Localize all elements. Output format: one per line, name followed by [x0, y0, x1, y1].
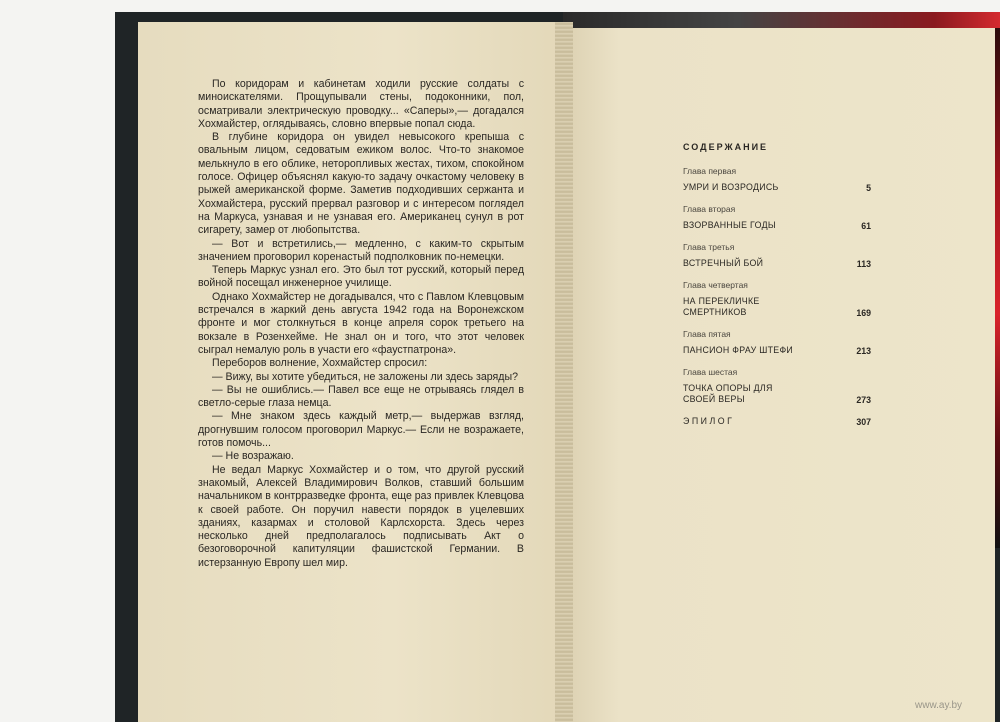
toc-heading: СОДЕРЖАНИЕ — [683, 142, 769, 152]
toc-chapter-title: ПАНСИОН ФРАУ ШТЕФИ — [683, 345, 794, 355]
toc-page-number: 61 — [861, 221, 871, 231]
paragraph: Теперь Маркус узнал его. Это был тот русский, который перед войной посещал инженерное училище. — [198, 264, 524, 290]
book-spine-gutter — [555, 22, 573, 722]
toc-page-number: 273 — [856, 395, 871, 405]
table-of-contents — [683, 142, 871, 438]
toc-entry — [683, 166, 871, 193]
paragraph: Переборов волнение, Хохмайстер спросил: — [212, 357, 428, 370]
toc-chapter-label: Глава первая — [683, 166, 737, 176]
toc-entry — [683, 280, 871, 318]
toc-epilogue-title: ЭПИЛОГ — [683, 416, 735, 426]
left-page-text — [198, 78, 524, 570]
paragraph: — Вижу, вы хотите убедиться, не заложены ли здесь заряды? — [212, 370, 518, 383]
toc-page-number: 113 — [856, 259, 871, 269]
cover-top-edge — [563, 12, 1000, 28]
toc-chapter-title: НА ПЕРЕКЛИЧКЕ СМЕРТНИКОВ — [683, 296, 760, 317]
paragraph: — Не возражаю. — [212, 450, 294, 463]
paragraph: — Вы не ошиблись.— Павел все еще не отрываясь глядел в светло-серые глаза немца. — [198, 383, 524, 410]
toc-page-number: 307 — [856, 417, 871, 427]
toc-chapter-label: Глава шестая — [683, 367, 738, 377]
toc-chapter-title: ВЗОРВАННЫЕ ГОДЫ — [683, 220, 776, 230]
toc-page-number: 169 — [856, 308, 871, 318]
toc-page-number: 213 — [856, 346, 871, 356]
toc-entry — [683, 242, 871, 269]
toc-chapter-title: УМРИ И ВОЗРОДИСЬ — [683, 182, 779, 192]
toc-entry — [683, 329, 871, 356]
site-watermark: www.ay.by — [915, 700, 963, 711]
toc-epilogue-entry — [683, 416, 871, 427]
paragraph: Однако Хохмайстер не догадывался, что с Павлом Клевцовым встречался в жаркий день августа 1942 года на Воронежском фронте и мог столкнуться в конце апреля сорок третьего на вокзале в Розенхейме. Не знал он и того, что этот человек сыграл немалую роль в участи его «фаустпатрона». — [198, 290, 524, 356]
paragraph: В глубине коридора он увидел невысокого крепыша с овальным лицом, седоватым ежиком волос. Что-то знакомое мелькнуло в его облике, неторопливых жестах, тихом, спокойном голосе. Офицер объяснял какую-то задачу очкастому человеку в рыжей американской форме. Заметив подходивших сержанта и Хохмайстера, русский прервал разговор и с интересом поглядел на Маркуса, узнавая и не узнавая его. Американец сунул в рот сигарету, замер от любопытства. — [198, 131, 524, 237]
toc-chapter-label: Глава вторая — [683, 204, 736, 214]
toc-chapter-label: Глава пятая — [683, 329, 731, 339]
paragraph: По коридорам и кабинетам ходили русские солдаты с миноискателями. Прощупывали стены, подоконники, пол, осматривали электрическую проводку... «Саперы»,— догадался Хохмайстер, оглядываясь, словно впервые попал сюда. — [198, 78, 524, 130]
toc-chapter-label: Глава четвертая — [683, 280, 748, 290]
paragraph: Не ведал Маркус Хохмайстер и о том, что другой русский знакомый, Алексей Владимирович Волков, ставший большим начальником в контрразведке фронта, еще раз привлек Клевцова к своей работе. Он поручил навести порядок в уцелевших зданиях, казармах и столовой Карлсхорста. Здесь через несколько дней предполагалось подписывать Акт о безоговорочной капитуляции фашистской Германии. В истерзанную Европу шел мир. — [198, 463, 524, 569]
toc-page-number: 5 — [866, 183, 871, 193]
toc-chapter-label: Глава третья — [683, 242, 735, 252]
toc-chapter-title: ТОЧКА ОПОРЫ ДЛЯ СВОЕЙ ВЕРЫ — [683, 383, 773, 404]
toc-entry — [683, 204, 871, 231]
paragraph: — Мне знаком здесь каждый метр,— выдержав взгляд, дрогнувшим голосом проговорил Маркус.— Если не возражаете, готов помочь... — [198, 410, 524, 450]
toc-entry — [683, 367, 871, 405]
toc-chapter-title: ВСТРЕЧНЫЙ БОЙ — [683, 258, 764, 268]
paragraph: — Вот и встретились,— медленно, с каким-то скрытым значением проговорил коренастый подполковник по-немецки. — [198, 237, 524, 263]
